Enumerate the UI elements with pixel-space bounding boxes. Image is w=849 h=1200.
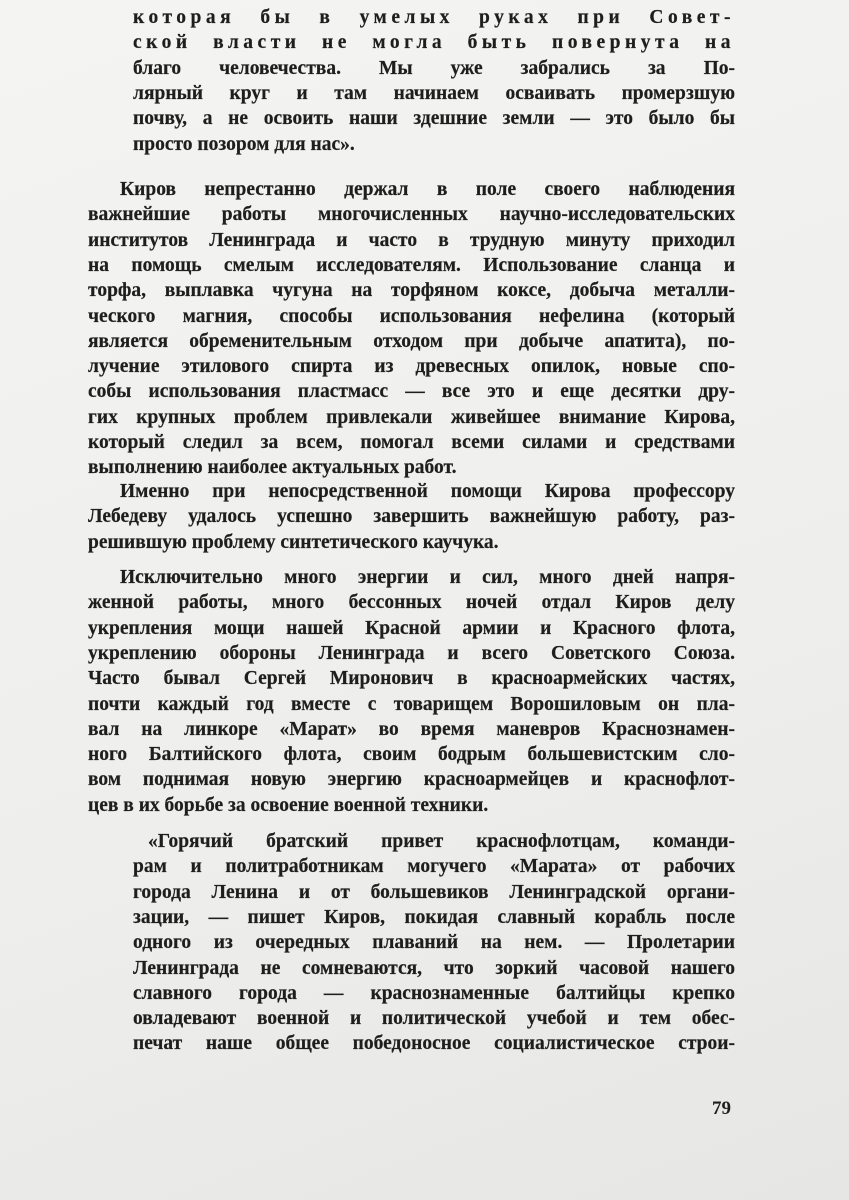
text-line: Киров непрестанно держал в поле своего наблюдения	[120, 179, 735, 200]
text-line: институтов Ленинграда и часто в трудную минуту приходил	[88, 229, 735, 251]
text-line: собы использования пластмасс — все это и еще десятки дру-	[88, 381, 735, 403]
text-line: Именно при непосредственной помощи Кирова профессору	[120, 481, 735, 502]
text-line: гих крупных проблем привлекали живейшее внимание Кирова,	[88, 406, 735, 428]
text-line: решившую проблему синтетического каучука.	[88, 531, 499, 553]
text-line: ской власти не могла быть повернута на	[133, 32, 735, 54]
text-line: который следил за всем, помогал всеми силами и средствами	[88, 432, 735, 453]
text-line: Ленинграда не сомневаются, что зоркий часовой нашего	[133, 957, 735, 979]
text-line: ческого магния, способы использования нефелина (который	[88, 305, 735, 327]
text-line: ного Балтийского флота, своим бодрым большевистским сло-	[88, 744, 735, 766]
text-line: «Горячий братский привет краснофлотцам, команди-	[148, 831, 735, 852]
text-line: славного города — краснознаменные балтийцы крепко	[133, 982, 735, 1004]
text-line: цев в их борьбе за освоение военной техники.	[88, 794, 489, 816]
text-line: лучение этилового спирта из древесных опилок, новые спо-	[88, 356, 735, 378]
text-line: женной работы, много бессонных ночей отдал Киров делу	[88, 592, 735, 614]
text-line: укреплению обороны Ленинграда и всего Советского Союза.	[88, 642, 735, 664]
text-line: лярный круг и там начинаем осваивать промерзшую	[133, 82, 735, 104]
text-line: просто позором для нас».	[133, 133, 355, 155]
text-line: важнейшие работы многочисленных научно-исследовательских	[88, 204, 735, 226]
text-line: является обременительным отходом при добыче апатита), по-	[88, 330, 735, 352]
text-line: вом поднимая новую энергию красноармейцев и краснофлот-	[88, 769, 735, 791]
text-line: выполнению наиболее актуальных работ.	[88, 457, 457, 479]
text-line: овладевают военной и политической учебой и тем обес-	[133, 1008, 735, 1030]
text-line: Часто бывал Сергей Миронович в красноармейских частях,	[88, 668, 735, 690]
page-number: 79	[712, 1098, 731, 1119]
text-line: вал на линкоре «Марат» во время маневров Краснознамен-	[88, 718, 735, 740]
text-line: укрепления мощи нашей Красной армии и Красного флота,	[88, 617, 735, 639]
text-line: одного из очередных плаваний на нем. — Пролетарии	[133, 932, 735, 954]
text-line: города Ленина и от большевиков Ленинградской органи-	[133, 881, 735, 903]
text-line: которая бы в умелых руках при Совет-	[133, 7, 735, 28]
text-line: на помощь смелым исследователям. Использование сланца и	[88, 254, 735, 276]
text-line: Лебедеву удалось успешно завершить важнейшую работу, раз-	[88, 506, 735, 528]
text-line: торфа, выплавка чугуна на торфяном коксе, добыча металли-	[88, 280, 735, 302]
text-line: печат наше общее победоносное социалистическое строи-	[133, 1033, 735, 1055]
text-line: Исключительно много энергии и сил, много дней напря-	[120, 567, 735, 588]
text-line: зации, — пишет Киров, покидая славный корабль после	[133, 906, 735, 928]
text-line: почву, а не освоить наши здешние земли — это было бы	[133, 108, 735, 130]
text-line: почти каждый год вместе с товарищем Ворошиловым он пла-	[88, 693, 735, 715]
text-line: благо человечества. Мы уже забрались за По-	[133, 57, 735, 79]
text-line: рам и политработникам могучего «Марата» от рабочих	[133, 856, 735, 878]
